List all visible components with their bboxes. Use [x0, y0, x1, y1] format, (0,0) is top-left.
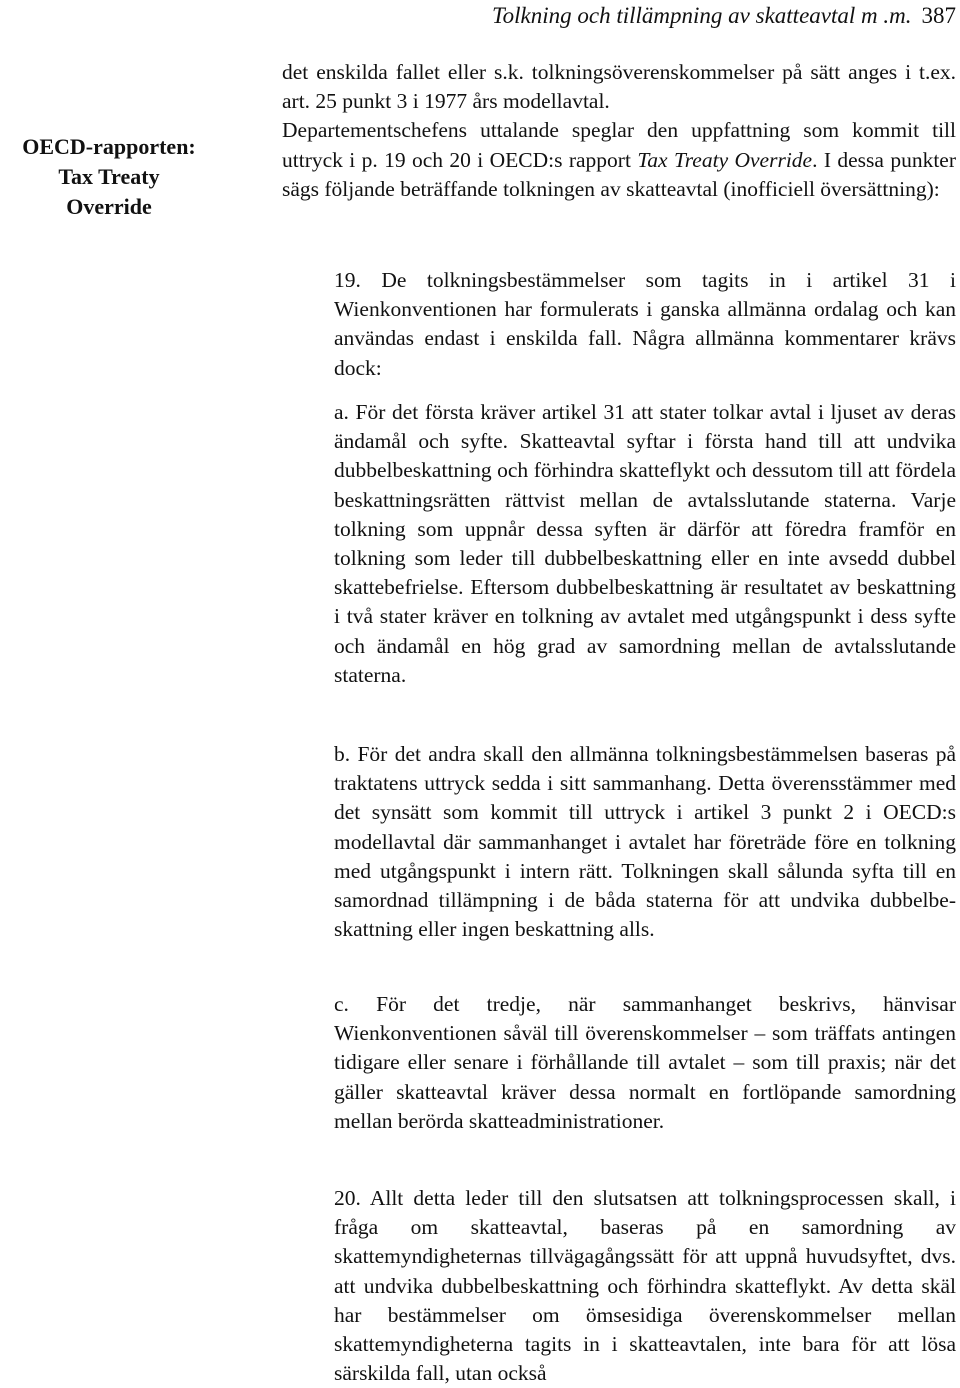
quote-paragraph-20-text: 20. Allt detta leder till den slutsatsen att tolkningsprocessen skall, i fråga om skatteavtal, baseras på en samordning av skattemyndigheternas tillvägagångssätt för att uppnå huvudsyftet, dvs. att undvika dubbelbeskattning och förhindra skatteflykt. Av detta skäl har bestämmelser om ömsesidiga överenskommelser mellan skattemyndigheterna tagits in i skatteavtalen, inte bara för att lösa särskilda fall, utan också [334, 1186, 956, 1386]
quote-paragraph-b-text: b. För det andra skall den allmänna tolkningsbestämmelsen baseras på traktatens uttryck sedda i sitt sammanhang. Detta överensstämmer med det synsätt som kommit till uttryck i artikel 3 punkt 2 i OECD:s modellavtal där sammanhanget i avtalet har företräde före en tolkning med utgångspunkt i intern rätt. Tolkningen skall sålunda syfta till en samordnad tillämpning i de båda staterna för att undvika dubbelbeskattning eller ingen beskattning alls. [334, 742, 956, 942]
header-title: Tolkning och tillämpning av skatteavtal m .m. [491, 3, 912, 28]
margin-note-line-1: OECD-rapporten: [22, 134, 196, 159]
intro-paragraph-2-start: Departementschefens uttalande speglar den uppfattning som kommit till uttryck i p. 19 och 20 i OECD:s rapport [282, 118, 956, 172]
quote-paragraph-20 [334, 1184, 956, 1388]
intro-paragraph-2-end: . I dessa punkter sägs följande beträffande tolkningen av skatteavtal (inofficiell översättning): [282, 147, 956, 201]
quote-paragraph-b [334, 740, 956, 944]
quote-paragraph-a-text: a. För det första kräver artikel 31 att stater tolkar avtal i ljuset av deras ändamål och syfte. Skatteavtal syftar i första hand till att undvika dubbelbeskattning och förhindra skatteflykt och dessutom till att fördela beskattningsrätten rättvist mellan de avtalsslutande staterna. Varje tolkning som uppnår dessa syften är därför att föredra framför en tolkning som leder till dubbelbeskattning eller en inte avsedd dubbel skattebefrielse. Eftersom dubbelbeskattning är resultatet av beskattning i två stater kräver en tolkning av avtalet med utgångspunkt i dess syfte och ändamål en hög grad av samordning mellan de avtalsslutande staterna. [334, 400, 956, 687]
page-number: 387 [921, 3, 956, 28]
quote-paragraph-c-text: c. För det tredje, när sammanhanget beskrivs, hänvisar Wienkonventionen såväl till överenskommelser – som träffats antingen tidigare eller senare i förhållande till avtalet – som till praxis; när det gäller skatteavtal kräver dessa normalt en fortlöpande samordning mellan berörda skatteadministrationer. [334, 992, 956, 1133]
intro-paragraph-1: det enskilda fallet eller s.k. tolkningsöverenskommelser på sätt anges i t.ex. art. 25 punkt 3 i 1977 års modellavtal. [282, 60, 956, 114]
quote-paragraph-a [334, 398, 956, 690]
report-title-italic: Tax Treaty Override [637, 147, 813, 172]
quote-paragraph-19 [334, 266, 956, 383]
margin-note-line-3: Override [66, 194, 152, 219]
quote-paragraph-c [334, 990, 956, 1136]
main-text [282, 58, 956, 204]
running-header [492, 2, 956, 30]
margin-note [4, 132, 214, 222]
quote-paragraph-19-text: 19. De tolkningsbestämmelser som tagits in i artikel 31 i Wienkonventionen har formulerats i ganska allmänna ordalag och kan användas endast i enskilda fall. Några allmänna kommentarer krävs dock: [334, 268, 956, 380]
intro-paragraph-2 [282, 116, 956, 204]
margin-note-line-2: Tax Treaty [58, 164, 160, 189]
